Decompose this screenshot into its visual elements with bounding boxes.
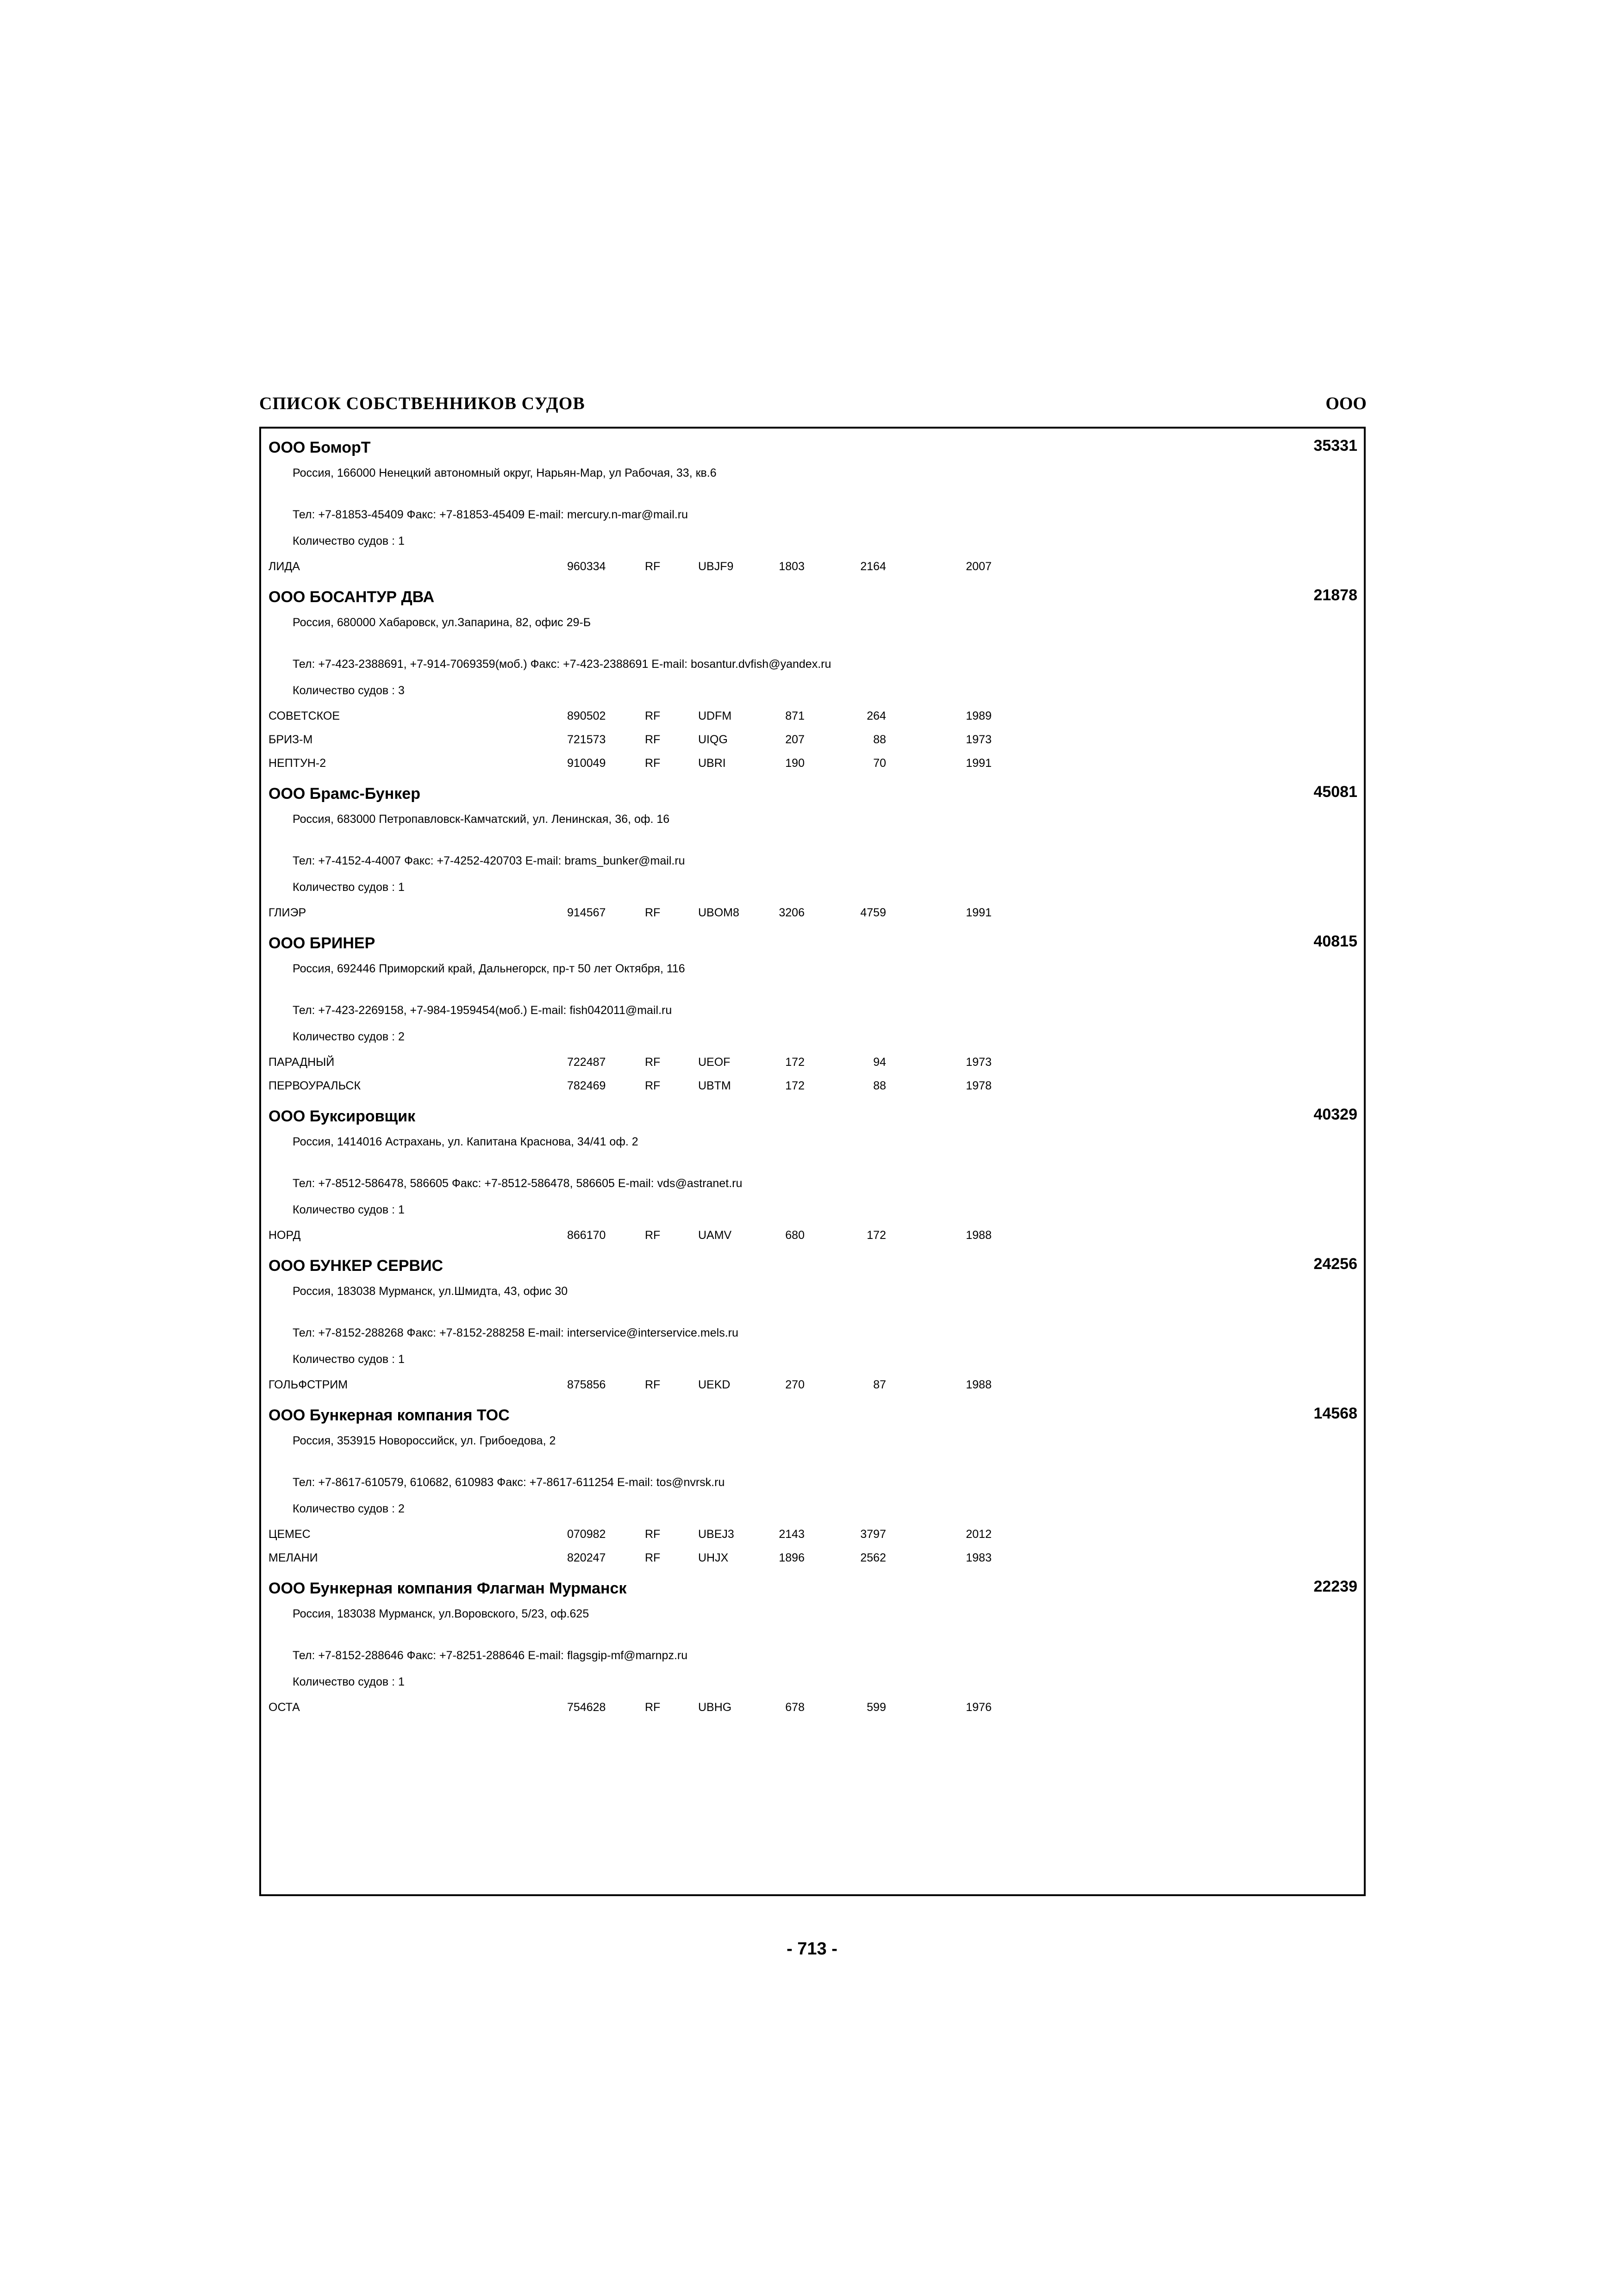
- vessel-flag: RF: [645, 1701, 661, 1714]
- vessel-year: 2012: [966, 1528, 992, 1541]
- vessel-year: 1973: [966, 1056, 992, 1069]
- vessel-value-1: 190: [785, 757, 805, 770]
- vessel-row: [261, 1522, 1364, 1546]
- owner-entry: [261, 1569, 1364, 1719]
- vessel-name: ГЛИЭР: [269, 906, 306, 919]
- vessel-year: 1978: [966, 1079, 992, 1092]
- vessel-year: 1991: [966, 757, 992, 770]
- vessel-count: Количество судов : 1: [293, 1203, 405, 1216]
- vessel-row: [261, 751, 1364, 775]
- vessel-callsign: UAMV: [698, 1229, 732, 1242]
- vessel-name: СОВЕТСКОЕ: [269, 709, 340, 722]
- spacer: [261, 636, 1364, 651]
- vessel-callsign: UBEJ3: [698, 1528, 734, 1541]
- vessel-flag: RF: [645, 1528, 661, 1541]
- owner-contacts: Тел: +7-4152-4-4007 Факс: +7-4252-420703 E-mail: brams_bunker@mail.ru: [293, 854, 685, 867]
- vessel-year: 1989: [966, 709, 992, 722]
- vessel-flag: RF: [645, 1079, 661, 1092]
- vessel-flag: RF: [645, 733, 661, 746]
- vessel-callsign: UBOM8: [698, 906, 739, 919]
- vessel-number: 866170: [567, 1229, 606, 1242]
- vessel-flag: RF: [645, 906, 661, 919]
- vessel-row: [261, 1695, 1364, 1719]
- vessel-callsign: UIQG: [698, 733, 728, 746]
- vessel-number: 820247: [567, 1551, 606, 1564]
- spacer: [261, 982, 1364, 997]
- owner-entry: [261, 1396, 1364, 1569]
- vessel-row: [261, 1223, 1364, 1247]
- vessel-flag: RF: [645, 757, 661, 770]
- owner-contacts: Тел: +7-8152-288646 Факс: +7-8251-288646 E-mail: flagsgip-mf@marnpz.ru: [293, 1649, 688, 1662]
- vessel-value-2: 599: [867, 1701, 886, 1714]
- vessel-value-1: 680: [785, 1229, 805, 1242]
- vessel-row: [261, 728, 1364, 751]
- vessel-count: Количество судов : 1: [293, 881, 405, 894]
- owner-address: Россия, 353915 Новороссийск, ул. Грибоедова, 2: [293, 1434, 556, 1447]
- vessel-value-1: 3206: [779, 906, 805, 919]
- owner-id: 21878: [1313, 586, 1357, 604]
- owner-address: Россия, 683000 Петропавловск-Камчатский, ул. Ленинская, 36, оф. 16: [293, 813, 670, 826]
- owner-id: 24256: [1313, 1255, 1357, 1273]
- owner-address: Россия, 166000 Ненецкий автономный округ, Нарьян-Мар, ул Рабочая, 33, кв.6: [293, 467, 717, 479]
- vessel-value-1: 270: [785, 1378, 805, 1391]
- vessel-count: Количество судов : 1: [293, 1675, 405, 1688]
- page-number: - 713 -: [787, 1939, 837, 1959]
- vessel-callsign: UDFM: [698, 709, 732, 722]
- owner-name: ООО БУНКЕР СЕРВИС: [269, 1257, 443, 1275]
- owners-list: [261, 429, 1364, 1719]
- vessel-flag: RF: [645, 709, 661, 722]
- vessel-flag: RF: [645, 1056, 661, 1069]
- vessel-callsign: UBJF9: [698, 560, 734, 573]
- vessel-number: 875856: [567, 1378, 606, 1391]
- owner-header: [261, 578, 1364, 610]
- owner-contacts: Тел: +7-8152-288268 Факс: +7-8152-288258 E-mail: interservice@interservice.mels.ru: [293, 1326, 738, 1339]
- owner-address: Россия, 680000 Хабаровск, ул.Запарина, 82, офис 29-Б: [293, 616, 591, 629]
- vessel-number: 070982: [567, 1528, 606, 1541]
- vessel-name: НОРД: [269, 1229, 301, 1242]
- spacer: [261, 486, 1364, 502]
- vessel-value-2: 70: [873, 757, 886, 770]
- vessel-name: ОСТА: [269, 1701, 300, 1714]
- vessel-flag: RF: [645, 1551, 661, 1564]
- owner-header: [261, 1247, 1364, 1278]
- vessel-value-2: 2164: [860, 560, 886, 573]
- vessel-value-2: 94: [873, 1056, 886, 1069]
- vessel-flag: RF: [645, 1378, 661, 1391]
- owner-name: ООО Брамс-Бункер: [269, 785, 420, 803]
- owner-contacts: Тел: +7-8617-610579, 610682, 610983 Факс: +7-8617-611254 E-mail: tos@nvrsk.ru: [293, 1476, 725, 1489]
- vessel-row: [261, 1050, 1364, 1074]
- owner-entry: [261, 1097, 1364, 1247]
- vessel-name: МЕЛАНИ: [269, 1551, 318, 1564]
- vessel-name: ПЕРВОУРАЛЬСК: [269, 1079, 361, 1092]
- owner-header: [261, 1097, 1364, 1129]
- vessel-number: 721573: [567, 733, 606, 746]
- vessel-flag: RF: [645, 560, 661, 573]
- vessel-row: [261, 901, 1364, 924]
- owner-contacts: Тел: +7-81853-45409 Факс: +7-81853-45409 E-mail: mercury.n-mar@mail.ru: [293, 508, 688, 521]
- vessel-name: ЛИДА: [269, 560, 300, 573]
- vessel-year: 1991: [966, 906, 992, 919]
- vessel-callsign: UBRI: [698, 757, 726, 770]
- vessel-count: Количество судов : 2: [293, 1030, 405, 1043]
- owner-entry: [261, 924, 1364, 1097]
- vessel-value-1: 172: [785, 1056, 805, 1069]
- vessel-value-1: 172: [785, 1079, 805, 1092]
- vessel-count: Количество судов : 3: [293, 684, 405, 697]
- owner-contacts: Тел: +7-8512-586478, 586605 Факс: +7-8512-586478, 586605 E-mail: vds@astranet.ru: [293, 1177, 743, 1190]
- owner-contacts: Тел: +7-423-2388691, +7-914-7069359(моб.) Факс: +7-423-2388691 E-mail: bosantur.dvfish@yandex.ru: [293, 658, 831, 671]
- vessel-count: Количество судов : 2: [293, 1502, 405, 1515]
- owner-name: ООО Буксировщик: [269, 1108, 416, 1125]
- vessel-callsign: UEOF: [698, 1056, 731, 1069]
- owner-id: 40329: [1313, 1106, 1357, 1123]
- owner-name: ООО Бункерная компания Флагман Мурманск: [269, 1580, 627, 1597]
- owner-id: 22239: [1313, 1578, 1357, 1595]
- vessel-name: ГОЛЬФСТРИМ: [269, 1378, 348, 1391]
- vessel-callsign: UBHG: [698, 1701, 732, 1714]
- owner-address: Россия, 183038 Мурманск, ул.Шмидта, 43, офис 30: [293, 1285, 568, 1298]
- vessel-name: ЦЕМЕС: [269, 1528, 311, 1541]
- vessel-row: [261, 1074, 1364, 1097]
- owner-entry: [261, 775, 1364, 924]
- owner-header: [261, 1569, 1364, 1601]
- owner-name: ООО БРИНЕР: [269, 934, 375, 952]
- vessel-value-2: 2562: [860, 1551, 886, 1564]
- vessel-value-2: 88: [873, 733, 886, 746]
- spacer: [261, 1305, 1364, 1320]
- vessel-value-1: 1896: [779, 1551, 805, 1564]
- vessel-year: 1976: [966, 1701, 992, 1714]
- vessel-number: 722487: [567, 1056, 606, 1069]
- owners-list-frame: [259, 427, 1366, 1896]
- owner-name: ООО БОСАНТУР ДВА: [269, 588, 435, 606]
- page-header: [259, 393, 1367, 417]
- vessel-value-2: 88: [873, 1079, 886, 1092]
- vessel-value-2: 87: [873, 1378, 886, 1391]
- vessel-count: Количество судов : 1: [293, 535, 405, 548]
- vessel-year: 1988: [966, 1229, 992, 1242]
- owner-name: ООО Бункерная компания ТОС: [269, 1406, 510, 1424]
- owner-header: [261, 775, 1364, 806]
- owner-header: [261, 429, 1364, 460]
- vessel-value-1: 1803: [779, 560, 805, 573]
- vessel-number: 910049: [567, 757, 606, 770]
- owner-header: [261, 924, 1364, 956]
- owner-id: 45081: [1313, 783, 1357, 801]
- spacer: [261, 1155, 1364, 1170]
- vessel-number: 890502: [567, 709, 606, 722]
- vessel-number: 960334: [567, 560, 606, 573]
- spacer: [261, 1627, 1364, 1643]
- vessel-name: ПАРАДНЫЙ: [269, 1056, 335, 1069]
- vessel-value-2: 3797: [860, 1528, 886, 1541]
- vessel-number: 754628: [567, 1701, 606, 1714]
- owner-address: Россия, 183038 Мурманск, ул.Воровского, 5/23, оф.625: [293, 1607, 589, 1620]
- owner-name: ООО БоморТ: [269, 439, 371, 456]
- vessel-number: 782469: [567, 1079, 606, 1092]
- vessel-value-2: 264: [867, 709, 886, 722]
- header-section: ООО: [1325, 394, 1367, 413]
- vessel-count: Количество судов : 1: [293, 1353, 405, 1366]
- owner-id: 14568: [1313, 1405, 1357, 1422]
- owner-entry: [261, 578, 1364, 775]
- header-title: СПИСОК СОБСТВЕННИКОВ СУДОВ: [259, 394, 585, 413]
- owner-header: [261, 1396, 1364, 1428]
- vessel-row: [261, 1373, 1364, 1396]
- vessel-callsign: UEKD: [698, 1378, 731, 1391]
- vessel-row: [261, 554, 1364, 578]
- vessel-year: 2007: [966, 560, 992, 573]
- vessel-value-1: 871: [785, 709, 805, 722]
- vessel-value-2: 4759: [860, 906, 886, 919]
- owner-entry: [261, 1247, 1364, 1396]
- vessel-value-1: 207: [785, 733, 805, 746]
- vessel-callsign: UBTM: [698, 1079, 731, 1092]
- vessel-number: 914567: [567, 906, 606, 919]
- vessel-name: БРИЗ-М: [269, 733, 313, 746]
- vessel-flag: RF: [645, 1229, 661, 1242]
- spacer: [261, 1454, 1364, 1469]
- vessel-callsign: UHJX: [698, 1551, 729, 1564]
- vessel-value-2: 172: [867, 1229, 886, 1242]
- owner-id: 40815: [1313, 933, 1357, 950]
- vessel-year: 1983: [966, 1551, 992, 1564]
- vessel-year: 1988: [966, 1378, 992, 1391]
- owner-address: Россия, 692446 Приморский край, Дальнегорск, пр-т 50 лет Октября, 116: [293, 962, 685, 975]
- spacer: [261, 833, 1364, 848]
- vessel-value-1: 678: [785, 1701, 805, 1714]
- vessel-year: 1973: [966, 733, 992, 746]
- owner-contacts: Тел: +7-423-2269158, +7-984-1959454(моб.) E-mail: fish042011@mail.ru: [293, 1004, 672, 1017]
- owner-id: 35331: [1313, 437, 1357, 454]
- vessel-name: НЕПТУН-2: [269, 757, 326, 770]
- owner-entry: [261, 429, 1364, 578]
- vessel-value-1: 2143: [779, 1528, 805, 1541]
- vessel-row: [261, 704, 1364, 728]
- owner-address: Россия, 1414016 Астрахань, ул. Капитана Краснова, 34/41 оф. 2: [293, 1135, 638, 1148]
- vessel-row: [261, 1546, 1364, 1569]
